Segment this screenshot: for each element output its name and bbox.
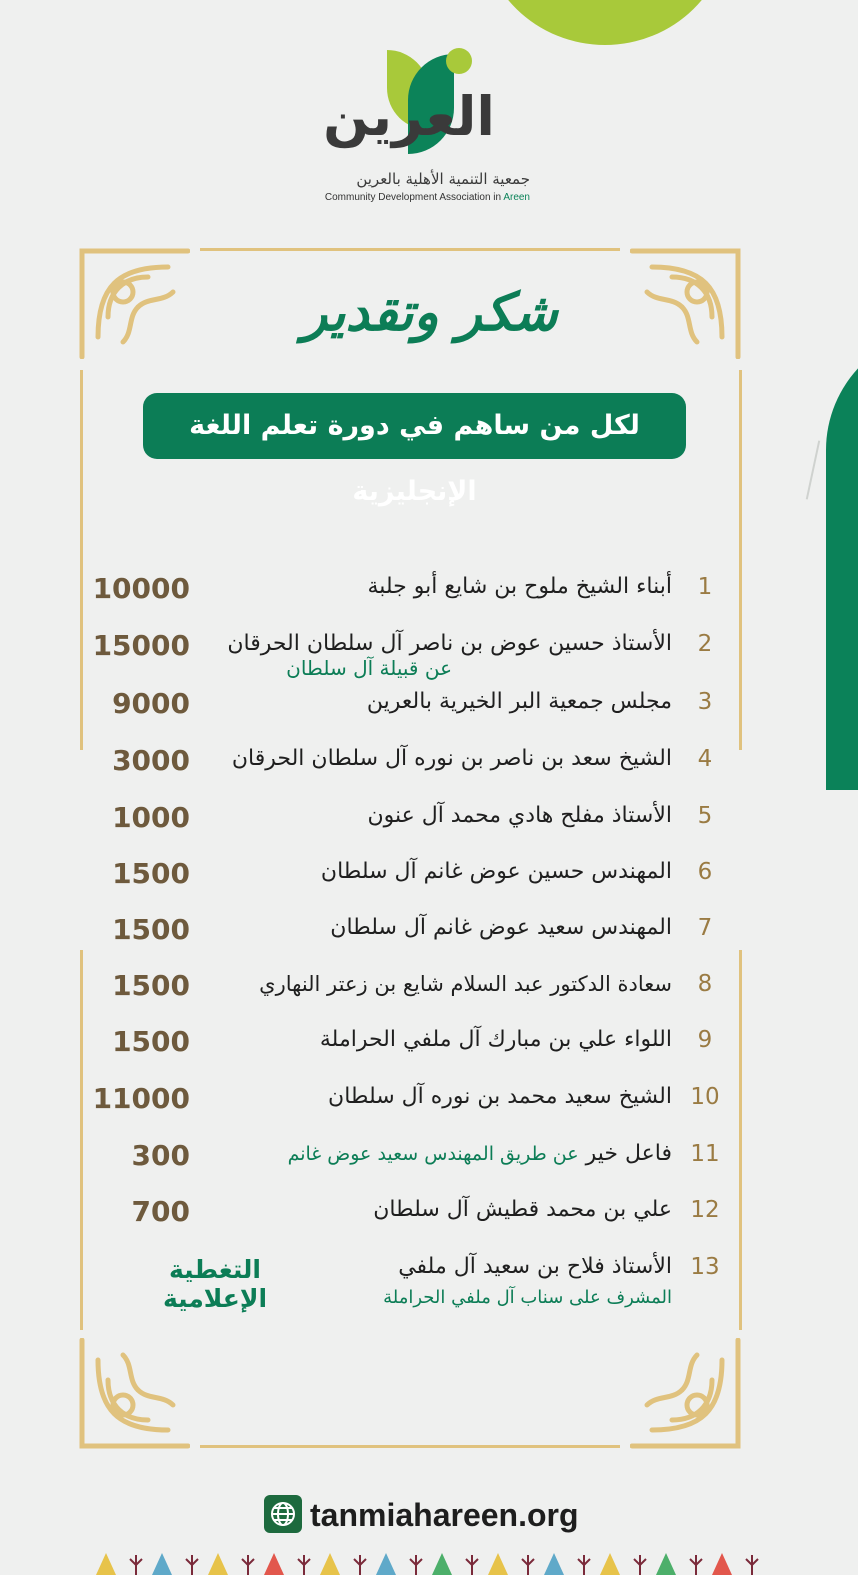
page-title: شكر وتقدير — [302, 282, 558, 343]
ornament-corner-bottom-right — [630, 1338, 742, 1450]
row-number: 5 — [697, 803, 713, 829]
decorative-line — [806, 440, 820, 499]
list-item — [90, 1132, 720, 1182]
logo-subtitle-english — [290, 192, 530, 203]
row-name: الأستاذ مفلح هادي محمد آل عنون — [367, 803, 672, 828]
row-name: سعادة الدكتور عبد السلام شايع بن زعتر النهاري — [259, 972, 672, 996]
row-note: عن قبيلة آل سلطان — [286, 656, 452, 680]
frame-bottom-line — [200, 1445, 620, 1448]
row-amount: 300 — [131, 1139, 190, 1172]
row-number: 2 — [697, 631, 713, 657]
row-amount: 1500 — [112, 857, 190, 890]
row-number: 3 — [697, 689, 713, 715]
subtitle-banner: لكل من ساهم في دورة تعلم اللغة الإنجليزية — [143, 393, 686, 459]
list-item — [90, 680, 720, 730]
row-name: علي بن محمد قطيش آل سلطان — [373, 1197, 672, 1222]
row-number: 6 — [697, 859, 713, 885]
row-name-main: فاعل خير — [585, 1141, 672, 1166]
frame-right-line-lower — [739, 950, 742, 1330]
ornament-corner-top-right — [630, 247, 742, 359]
list-item — [90, 565, 720, 615]
list-item — [90, 1018, 720, 1068]
row-name: مجلس جمعية البر الخيرية بالعرين — [366, 689, 672, 714]
row-number: 9 — [697, 1027, 713, 1053]
frame-top-line — [200, 248, 620, 251]
logo-wordmark: العرين — [323, 85, 495, 148]
frame-left-line-lower — [80, 950, 83, 1330]
media-coverage-label: التغطية الإعلامية — [162, 1255, 268, 1313]
row-amount: 11000 — [92, 1082, 190, 1115]
logo-dot — [446, 48, 472, 74]
row-name: الشيخ سعيد محمد بن نوره آل سلطان — [328, 1084, 672, 1109]
row-name-note: عن طريق المهندس سعيد عوض غانم — [287, 1143, 579, 1165]
row-name — [192, 1132, 672, 1176]
decorative-circle — [480, 0, 730, 45]
logo-subtitle-en-prefix: Community Development Association in — [324, 192, 504, 203]
row-amount: 1500 — [112, 913, 190, 946]
row-amount: 1500 — [112, 1025, 190, 1058]
row-name: الأستاذ فلاح بن سعيد آل ملفي — [398, 1254, 672, 1279]
list-item — [90, 622, 720, 684]
row-amount: 3000 — [112, 744, 190, 777]
row-number: 10 — [690, 1084, 720, 1110]
logo — [290, 40, 540, 210]
list-item — [90, 962, 720, 1012]
ornament-corner-top-left — [78, 247, 190, 359]
frame-right-line-upper — [739, 370, 742, 750]
row-note: المشرف على سناب آل ملفي الحراملة — [383, 1287, 672, 1308]
row-amount: 1000 — [112, 801, 190, 834]
website-link[interactable]: tanmiahareen.org — [310, 1497, 579, 1533]
row-amount: 1500 — [112, 969, 190, 1002]
globe-icon — [264, 1495, 302, 1533]
row-name: أبناء الشيخ ملوح بن شايع أبو جلبة — [367, 574, 672, 599]
row-name: المهندس سعيد عوض غانم آل سلطان — [330, 915, 672, 940]
row-number: 11 — [690, 1141, 720, 1167]
row-number: 1 — [697, 574, 713, 600]
list-item — [90, 737, 720, 787]
row-number: 8 — [697, 971, 713, 997]
row-name: المهندس حسين عوض غانم آل سلطان — [320, 859, 672, 884]
row-number: 12 — [690, 1197, 720, 1223]
ornament-corner-bottom-left — [78, 1338, 190, 1450]
decorative-pattern — [96, 1547, 776, 1575]
row-amount: 9000 — [112, 687, 190, 720]
row-name: الشيخ سعد بن ناصر بن نوره آل سلطان الحرقان — [231, 746, 672, 771]
frame-left-line-upper — [80, 370, 83, 750]
list-item — [90, 1188, 720, 1238]
list-item — [90, 906, 720, 956]
decorative-leaf — [826, 330, 858, 790]
list-item — [90, 794, 720, 844]
row-number: 13 — [690, 1254, 720, 1280]
row-name: الأستاذ حسين عوض بن ناصر آل سلطان الحرقان — [227, 631, 672, 656]
row-number: 7 — [697, 915, 713, 941]
list-item — [90, 850, 720, 900]
row-number: 4 — [697, 746, 713, 772]
logo-subtitle-arabic: جمعية التنمية الأهلية بالعرين — [356, 170, 530, 188]
row-name: اللواء علي بن مبارك آل ملفي الحراملة — [319, 1027, 672, 1052]
row-amount: 700 — [131, 1195, 190, 1228]
row-amount: 15000 — [92, 629, 190, 662]
list-item — [90, 1075, 720, 1125]
row-amount: 10000 — [92, 572, 190, 605]
logo-subtitle-en-highlight: Areen — [503, 192, 530, 203]
